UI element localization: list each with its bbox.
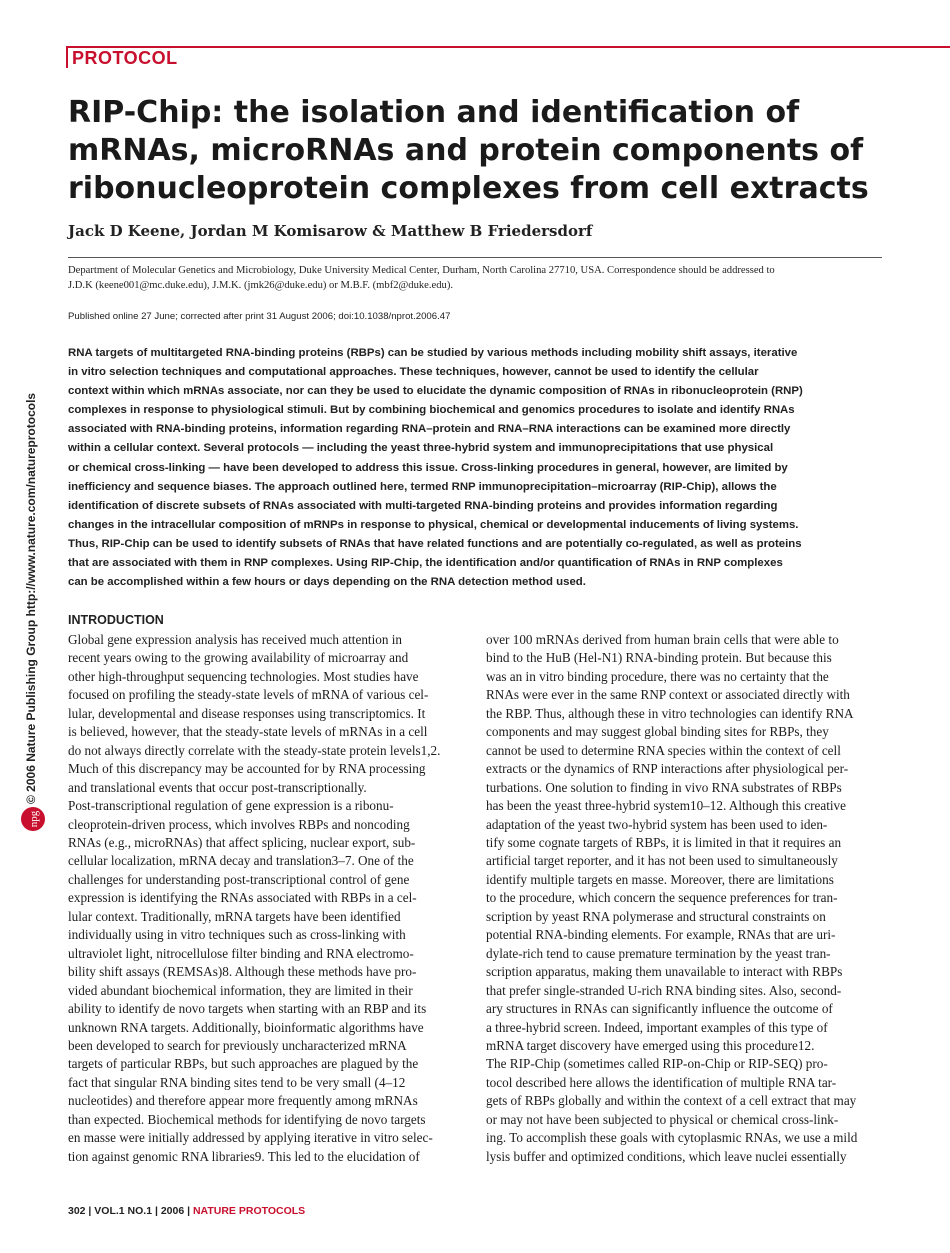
body-line: Post-transcriptional regulation of gene expression is a ribonu- [68,798,394,814]
body-line: tify some cognate targets of RBPs, it is limited in that it requires an [486,834,842,850]
body-line: that prefer single-stranded U-rich RNA binding sites. Also, second- [486,982,842,998]
body-line: gets of RBPs globally and within the context of a cell extract that may [486,1093,857,1109]
body-line: artificial target reporter, and it has not been used to simultaneously [486,853,838,869]
body-line: cellular localization, mRNA decay and translation3–7. One of the [68,853,414,869]
body-line: components and may suggest global binding sites for RBPs, they [486,724,829,740]
abstract-line: or chemical cross-linking — have been developed to address this issue. Cross-linking procedures in general, however, are limited by [68,461,788,474]
body-line: RNAs (e.g., microRNAs) that affect splicing, nuclear export, sub- [68,834,416,850]
title-line: RIP-Chip: the isolation and identification of [68,95,800,130]
abstract-line: complexes in response to physiological stimuli. But by combining biochemical and genomics procedures to isolate and identify RNAs [68,404,795,417]
npg-logo-icon [20,803,46,835]
body-line: unknown RNA targets. Additionally, bioinformatic algorithms have [68,1019,424,1035]
body-line: or may not have been subjected to physical or chemical cross-link- [486,1111,839,1127]
body-line: The RIP-Chip (sometimes called RIP-on-Chip or RIP-SEQ) pro- [486,1056,828,1072]
body-line: nucleotides) and therefore appear more frequently among mRNAs [68,1093,418,1109]
body-line: tion against genomic RNA libraries9. This led to the elucidation of [68,1148,420,1164]
logo-text: npg [28,810,40,828]
body-line: and translational events that occur post-transcriptionally. [68,779,367,795]
abstract-line: associated with RNA-binding proteins, information regarding RNA–protein and RNA–RNA interactions can be examined more directly [68,423,791,436]
abstract-line: within a cellular context. Several protocols — including the yeast three-hybrid system and immunoprecipitations that use physical [68,442,774,455]
body-line: tocol described here allows the identification of multiple RNA tar- [486,1074,837,1090]
body-line: lysis buffer and optimized conditions, which leave nuclei essentially [486,1148,847,1164]
abstract-line: identification of discrete subsets of RNAs associated with multi-targeted RNA-binding proteins and provides information regarding [68,499,778,512]
abstract-line: inefficiency and sequence biases. The approach outlined here, termed RNP immunoprecipitation–microarray (RIP-Chip), allows the [68,480,777,493]
body-line: vided abundant biochemical information, they are limited in their [68,982,413,998]
body-line: turbations. One solution to finding in vivo RNA substrates of RBPs [486,779,842,795]
body-line: individually using in vitro techniques such as cross-linking with [68,927,406,943]
body-line: lular context. Traditionally, mRNA targets have been identified [68,908,401,924]
abstract-line: Thus, RIP-Chip can be used to identify subsets of RNAs that have related functions and are potentially co-regulated, as well as proteins [68,537,802,550]
body-line: expression is identifying the RNAs associated with RBPs in a cel- [68,890,417,906]
section-heading-introduction: INTRODUCTION [68,613,164,627]
body-line: than expected. Biochemical methods for identifying de novo targets [68,1111,426,1127]
abstract-line: RNA targets of multitargeted RNA-binding proteins (RBPs) can be studied by various methods including mobility shift assays, iterative [68,347,798,359]
body-line: ing. To accomplish these goals with cytoplasmic RNAs, we use a mild [486,1130,858,1146]
abstract [68,344,928,592]
abstract-line: in vitro selection techniques and computational approaches. These techniques, however, cannot be used to identify the cellular [68,366,759,379]
affiliation-line: J.D.K (keene001@mc.duke.edu), J.M.K. (jmk26@duke.edu) or M.B.F. (mbf2@duke.edu). [68,279,454,291]
body-line: the RBP. Thus, although these in vitro technologies can identify RNA [486,705,854,721]
body-line: lular, developmental and disease responses using transcriptomics. It [68,705,426,721]
body-line: been developed to search for previously uncharacterized mRNA [68,1037,407,1053]
abstract-line: that are associated with them in RNP complexes. Using RIP-Chip, the identification and/or quantification of RNAs in RNP complexes [68,557,783,570]
body-line: bility shift assays (REMSAs)8. Although these methods have pro- [68,964,417,980]
body-line: RNAs were ever in the same RNP context or associated directly with [486,687,850,703]
page-footer [68,1205,305,1217]
section-label: PROTOCOL [72,48,178,68]
body-line: dylate-rich tend to cause premature termination by the yeast tran- [486,945,831,961]
copyright-text: © 2006 Nature Publishing Group http://www.nature.com/natureprotocols [24,392,38,804]
footer-page-info: 302 | VOL.1 NO.1 | 2006 | [68,1205,193,1217]
body-column-left [68,631,464,1166]
body-line: ability to identify de novo targets when starting with an RBP and its [68,1001,427,1017]
body-line: a three-hybrid screen. Indeed, important examples of this type of [486,1019,828,1035]
affiliation-block [68,264,898,293]
body-line: mRNA target discovery have emerged using this procedure12. [486,1037,815,1053]
body-line: Global gene expression analysis has received much attention in [68,632,402,647]
body-line: other high-throughput sequencing technologies. Most studies have [68,668,419,684]
title-line: mRNAs, microRNAs and protein components of [68,133,864,168]
body-line: cannot be used to determine RNA species within the context of cell [486,742,841,758]
body-column-right [486,631,882,1166]
body-line: identify multiple targets en masse. Moreover, there are limitations [486,871,834,887]
body-line: Much of this discrepancy may be accounted for by RNA processing [68,761,426,777]
body-line: fact that singular RNA binding sites tend to be very small (4–12 [68,1074,406,1090]
body-line: extracts or the dynamics of RNP interactions after physiological per- [486,761,849,777]
header-accent-bar [66,46,68,68]
body-line: do not always directly correlate with the steady-state protein levels1,2. [68,742,441,758]
title-line: ribonucleoprotein complexes from cell extracts [68,171,869,206]
affiliation-line: Department of Molecular Genetics and Microbiology, Duke University Medical Center, Durham, North Carolina 27710, USA. Correspondence should be addressed to [68,265,775,276]
abstract-line: context within which mRNAs associate, nor can they be used to elucidate the dynamic composition of RNAs in ribonucleoprotein (RNP) [68,385,803,398]
body-line: scription apparatus, making them unavailable to interact with RBPs [486,964,843,980]
body-line: targets of particular RBPs, but such approaches are plagued by the [68,1056,419,1072]
body-line: en masse were initially addressed by applying iterative in vitro selec- [68,1130,433,1146]
affiliation-divider [68,257,882,258]
article-title [68,94,928,208]
copyright-sidebar [22,330,40,804]
body-line: scription by yeast RNA polymerase and structural constraints on [486,908,826,924]
body-line: focused on profiling the steady-state levels of mRNA of various cel- [68,687,429,703]
body-line: over 100 mRNAs derived from human brain cells that were able to [486,632,839,647]
body-line: potential RNA-binding elements. For example, RNAs that are uri- [486,927,836,943]
body-line: to the procedure, which concern the sequence preferences for tran- [486,890,838,906]
author-list: Jack D Keene, Jordan M Komisarow & Matthew B Friedersdorf [68,222,593,240]
body-line: ary structures in RNAs can significantly influence the outcome of [486,1001,833,1017]
body-line: recent years owing to the growing availability of microarray and [68,650,409,666]
abstract-line: changes in the intracellular composition of mRNPs in response to physical, chemical or developmental inducements of living systems. [68,518,799,531]
body-line: bind to the HuB (Hel-N1) RNA-binding protein. But because this [486,650,832,666]
footer-journal-name: NATURE PROTOCOLS [192,1205,306,1217]
body-line: challenges for understanding post-transcriptional control of gene [68,871,410,887]
body-line: is believed, however, that the steady-state levels of mRNAs in a cell [68,724,428,740]
body-line: was an in vitro binding procedure, there was no certainty that the [486,668,829,684]
body-line: has been the yeast three-hybrid system10–12. Although this creative [486,798,847,814]
abstract-line: can be accomplished within a few hours or days depending on the RNA detection method used. [68,576,586,589]
body-line: adaptation of the yeast two-hybrid system has been used to iden- [486,816,828,832]
header-rule [66,46,950,70]
body-line: cleoprotein-driven process, which involves RBPs and noncoding [68,816,410,832]
publication-info: Published online 27 June; corrected after print 31 August 2006; doi:10.1038/nprot.2006.47 [68,311,451,322]
body-line: ultraviolet light, nitrocellulose filter binding and RNA electromo- [68,945,414,961]
